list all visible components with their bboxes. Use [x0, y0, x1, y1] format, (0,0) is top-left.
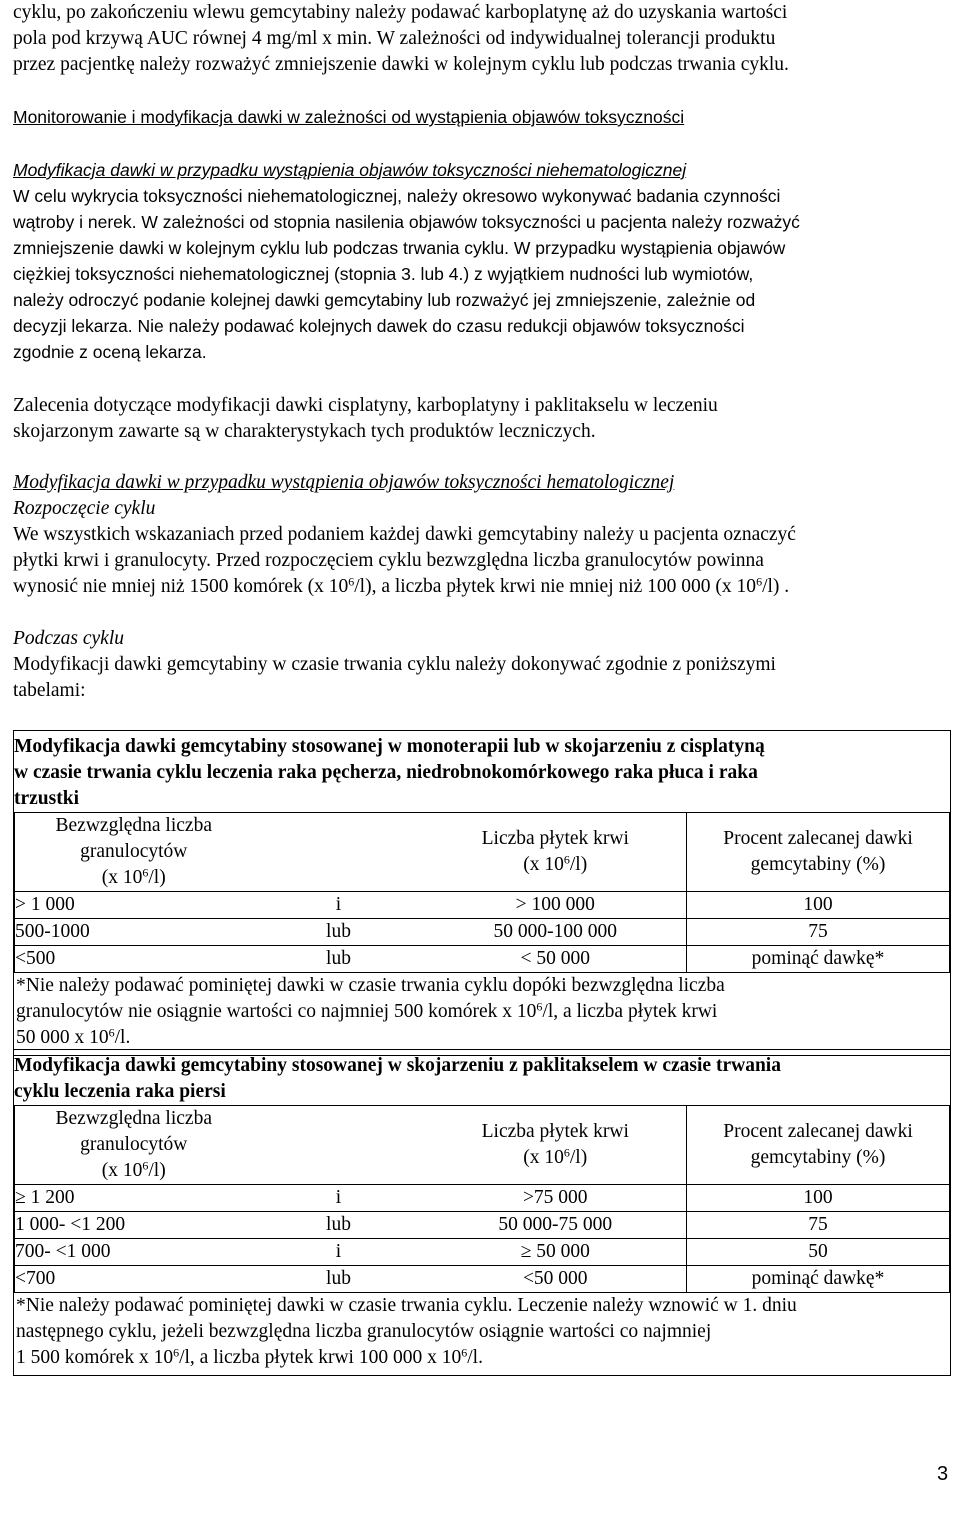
monitoring-line: W celu wykrycia toksyczności niehematologicznej, należy okresowo wykonywać badania czynności	[13, 186, 781, 206]
during-cycle-line: tabelami:	[13, 680, 86, 701]
monitoring-line: należy odroczyć podanie kolejnej dawki gemcytabiny lub rozważyć jej zmniejszenie, zależnie od	[13, 290, 756, 310]
table-row	[15, 1185, 950, 1212]
cell-conjunction: lub	[253, 946, 425, 973]
monitoring-line: wątroby i nerek. W zależności od stopnia nasilenia objawów toksyczności u pacjenta należy rozważyć	[13, 212, 800, 232]
cell-granulocytes: 700- <1 000	[15, 1239, 253, 1266]
table-row	[15, 1212, 950, 1239]
cell-granulocytes: > 1 000	[15, 892, 253, 919]
cycle-start-line: We wszystkich wskazaniach przed podaniem każdej dawki gemcytabiny należy u pacjenta oznaczyć	[13, 524, 796, 545]
table-header-row	[15, 813, 950, 892]
page-number: 3	[937, 1463, 949, 1485]
footnote-line: 50 000 x $10^6/l$.	[16, 1025, 131, 1048]
cycle-start-line	[13, 574, 796, 600]
table-title-line: Modyfikacja dawki gemcytabiny stosowanej w monoterapii lub w skojarzeniu z cisplatyną	[14, 736, 765, 757]
header-text: Liczba płytek krwi	[481, 1121, 629, 1142]
cell-platelets: <50 000	[425, 1266, 687, 1293]
intro-line: przez pacjentkę należy rozważyć zmniejszenie dawki w kolejnym cyklu lub podczas trwania cyklu.	[13, 54, 789, 75]
cell-dose-percent: 100	[687, 1185, 950, 1212]
superscript: 6	[348, 574, 355, 589]
cell-conjunction: i	[253, 1239, 425, 1266]
cycle-start-heading: Rozpoczęcie cyklu	[13, 498, 156, 519]
cell-dose-percent: pominąć dawkę*	[687, 946, 950, 973]
dose-table-monotherapy	[13, 730, 951, 1056]
table-footnote	[14, 973, 950, 1055]
footnote-line: *Nie należy podawać pominiętej dawki w czasie trwania cyklu dopóki bezwzględna liczba	[16, 975, 725, 996]
during-cycle-heading: Podczas cyklu	[13, 628, 125, 649]
cell-dose-percent: 50	[687, 1239, 950, 1266]
table-row	[15, 946, 950, 973]
table-row	[15, 1266, 950, 1293]
intro-line: cyklu, po zakończeniu wlewu gemcytabiny należy podawać karboplatynę aż do uzyskania wartości	[13, 2, 788, 23]
cell-granulocytes: ≥ 1 200	[15, 1185, 253, 1212]
cell-dose-percent: 75	[687, 919, 950, 946]
cell-platelets: < 50 000	[425, 946, 687, 973]
header-platelets	[425, 1106, 687, 1185]
recommendations-line: Zalecenia dotyczące modyfikacji dawki cisplatyny, karboplatyny i paklitakselu w leczeniu	[13, 395, 718, 416]
monitoring-line: decyzji lekarza. Nie należy podawać kolejnych dawek do czasu redukcji objawów toksyczności	[13, 316, 745, 336]
cell-conjunction: lub	[253, 919, 425, 946]
header-spacer	[253, 1106, 425, 1185]
table-footnote	[14, 1293, 950, 1375]
cell-dose-percent: 75	[687, 1212, 950, 1239]
during-cycle-section	[13, 626, 776, 704]
cell-granulocytes: <700	[15, 1266, 253, 1293]
cell-platelets: > 100 000	[425, 892, 687, 919]
cell-dose-percent: 100	[687, 892, 950, 919]
cell-conjunction: lub	[253, 1212, 425, 1239]
cell-platelets: 50 000-100 000	[425, 919, 687, 946]
table-row	[15, 1239, 950, 1266]
dose-grid	[14, 812, 950, 973]
during-cycle-line: Modyfikacji dawki gemcytabiny w czasie trwania cyklu należy dokonywać zgodnie z poniższymi	[13, 654, 776, 675]
header-spacer	[253, 813, 425, 892]
header-text: gemcytabiny (%)	[750, 1147, 886, 1168]
footnote-line: następnego cyklu, jeżeli bezwzględna liczba granulocytów osiągnie wartości co najmniej	[16, 1321, 712, 1342]
header-text: (x $10^6/l$)	[523, 852, 588, 875]
footnote-line: 1 500 komórek x $10^6/l$, a liczba płytek krwi 100 000 x $10^6/l$.	[16, 1345, 483, 1368]
table-header-row	[15, 1106, 950, 1185]
header-dose-percent	[687, 1106, 950, 1185]
hematologic-section	[13, 470, 796, 600]
intro-paragraph	[13, 0, 789, 78]
superscript: 6	[756, 574, 763, 589]
header-granulocytes	[15, 813, 253, 892]
text-segment: wynosić nie mniej niż 1500 komórek (x 10	[13, 576, 349, 597]
dose-table-paclitaxel	[13, 1049, 951, 1376]
header-text: (x $10^6/l$)	[101, 865, 166, 888]
cell-conjunction: i	[253, 1185, 425, 1212]
header-granulocytes	[15, 1106, 253, 1185]
monitoring-line: ciężkiej toksyczności niehematologicznej (stopnia 3. lub 4.) z wyjątkiem nudności lub wymiotów,	[13, 264, 754, 284]
recommendations-line: skojarzonym zawarte są w charakterystykach tych produktów leczniczych.	[13, 421, 596, 442]
monitoring-line: zmniejszenie dawki w kolejnym cyklu lub podczas trwania cyklu. W przypadku wystąpienia objawów	[13, 238, 786, 258]
dose-grid	[14, 1105, 950, 1293]
cell-platelets: >75 000	[425, 1185, 687, 1212]
header-text: Procent zalecanej dawki	[723, 1121, 913, 1142]
footnote-line: *Nie należy podawać pominiętej dawki w czasie trwania cyklu. Leczenie należy wznowić w 1. dniu	[16, 1295, 797, 1316]
nonhematologic-subheading: Modyfikacja dawki w przypadku wystąpienia objawów toksyczności niehematologicznej	[13, 160, 687, 180]
footnote-line: granulocytów nie osiągnie wartości co najmniej 500 komórek x $10^6/l$, a liczba płytek krwi	[16, 999, 718, 1022]
table-title-line: w czasie trwania cyklu leczenia raka pęcherza, niedrobnokomórkowego raka płuca i raka	[14, 762, 758, 783]
text-segment: /l), a liczba płytek krwi nie mniej niż 100 000 (x 10	[354, 576, 757, 597]
recommendations-paragraph	[13, 393, 718, 445]
header-text: (x $10^6/l$)	[523, 1145, 588, 1168]
table-row	[15, 892, 950, 919]
header-platelets	[425, 813, 687, 892]
header-text: gemcytabiny (%)	[750, 854, 886, 875]
cell-conjunction: lub	[253, 1266, 425, 1293]
table-title-line: Modyfikacja dawki gemcytabiny stosowanej w skojarzeniu z paklitakselem w czasie trwania	[14, 1055, 781, 1076]
cell-granulocytes: 1 000- <1 200	[15, 1212, 253, 1239]
header-text: Liczba płytek krwi	[481, 828, 629, 849]
monitoring-heading: Monitorowanie i modyfikacja dawki w zależności od wystąpienia objawów toksyczności	[13, 107, 685, 127]
text-segment: /l) .	[762, 576, 790, 597]
cycle-start-line: płytki krwi i granulocyty. Przed rozpoczęciem cyklu bezwzględna liczba granulocytów powinna	[13, 550, 764, 571]
table-title-line: trzustki	[14, 788, 79, 809]
header-text: (x $10^6/l$)	[101, 1158, 166, 1181]
cell-platelets: 50 000-75 000	[425, 1212, 687, 1239]
cell-granulocytes: <500	[15, 946, 253, 973]
cell-dose-percent: pominąć dawkę*	[687, 1266, 950, 1293]
monitoring-line: zgodnie z oceną lekarza.	[13, 342, 207, 362]
header-text: Procent zalecanej dawki	[723, 828, 913, 849]
monitoring-section	[13, 157, 800, 365]
table-row	[15, 919, 950, 946]
header-text: Bezwzględna liczba granulocytów	[55, 1108, 212, 1155]
table-title-line: cyklu leczenia raka piersi	[14, 1081, 226, 1102]
header-dose-percent	[687, 813, 950, 892]
cell-conjunction: i	[253, 892, 425, 919]
cell-platelets: ≥ 50 000	[425, 1239, 687, 1266]
cell-granulocytes: 500-1000	[15, 919, 253, 946]
header-text: Bezwzględna liczba granulocytów	[55, 815, 212, 862]
hematologic-heading: Modyfikacja dawki w przypadku wystąpienia objawów toksyczności hematologicznej	[13, 472, 675, 493]
intro-line: pola pod krzywą AUC równej 4 mg/ml x min. W zależności od indywidualnej tolerancji produktu	[13, 28, 776, 49]
